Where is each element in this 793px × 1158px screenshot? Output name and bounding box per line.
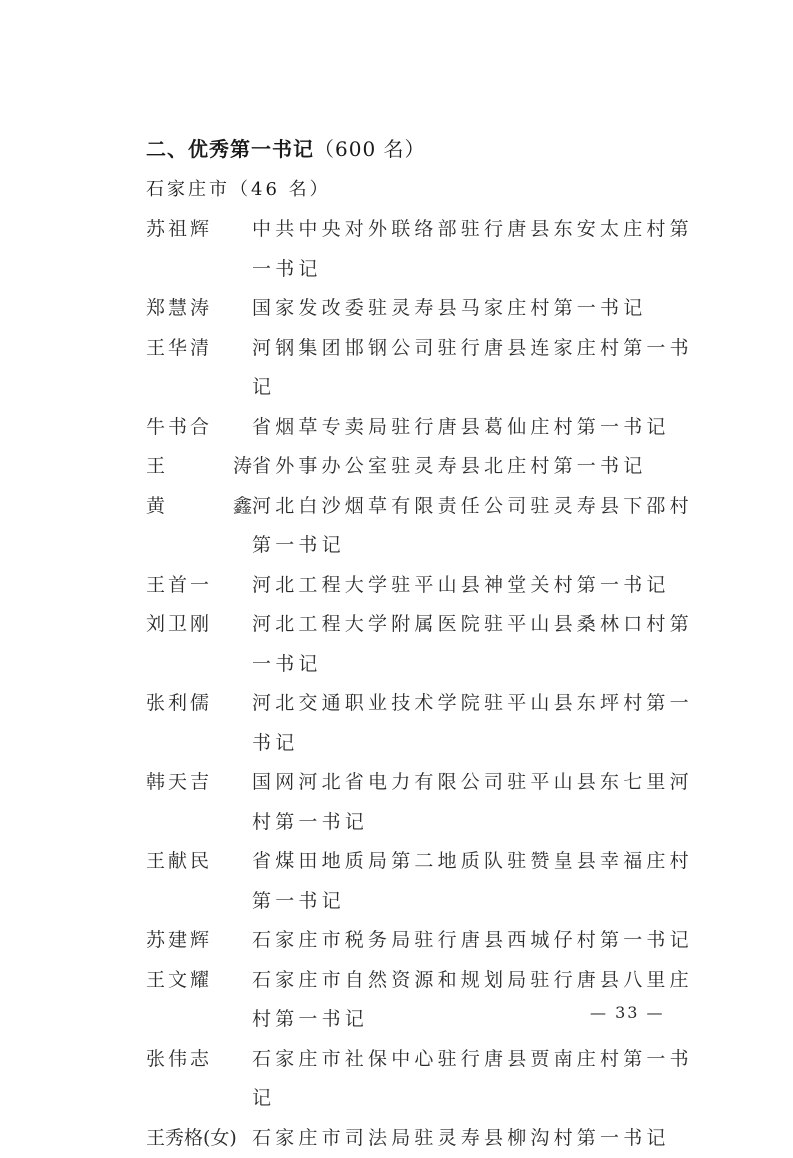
awardee-name [146,487,252,527]
awardee-name: 王文耀 [146,961,252,1001]
awardee-name-part: 涛 [233,447,252,487]
list-item [146,329,706,408]
list-item [146,961,706,1040]
awardee-name: 韩天吉 [146,763,252,803]
list-item [146,289,706,329]
awardee-name: 郑慧涛 [146,289,252,329]
awardee-position: 河钢集团邯钢公司驻行唐县连家庄村第一书记 [252,329,706,408]
awardee-name: 苏建辉 [146,921,252,961]
city-title: 石家庄市（46 名） [146,175,331,201]
list-item [146,1040,706,1119]
page-number: — 33 — [590,1003,665,1022]
awardee-name: 刘卫刚 [146,605,252,645]
awardee-name-part: 王 [146,447,165,487]
awardee-position: 省烟草专卖局驻行唐县葛仙庄村第一书记 [252,408,706,448]
awardee-name: 王秀格(女) [146,1119,252,1158]
list-item [146,210,706,289]
awardee-name: 王首一 [146,566,252,606]
awardee-name: 苏祖辉 [146,210,252,250]
awardee-position: 省外事办公室驻灵寿县北庄村第一书记 [252,447,706,487]
list-item [146,921,706,961]
awardee-name [146,447,252,487]
awardee-name: 牛书合 [146,408,252,448]
awardee-name-part: 黄 [146,487,165,527]
list-item [146,1119,706,1158]
awardee-position: 省煤田地质局第二地质队驻赞皇县幸福庄村第一书记 [252,842,706,921]
awardee-name: 张利儒 [146,684,252,724]
list-item [146,487,706,566]
awardee-name: 王献民 [146,842,252,882]
list-item [146,684,706,763]
list-item [146,605,706,684]
awardee-name: 王华清 [146,329,252,369]
awardee-position: 国家发改委驻灵寿县马家庄村第一书记 [252,289,706,329]
list-item [146,447,706,487]
awardee-position: 国网河北省电力有限公司驻平山县东七里河村第一书记 [252,763,706,842]
awardee-position: 河北工程大学附属医院驻平山县桑林口村第一书记 [252,605,706,684]
awardee-position: 石家庄市税务局驻行唐县西城仔村第一书记 [252,921,706,961]
list-item [146,842,706,921]
section-title [146,133,426,162]
awardee-position: 河北白沙烟草有限责任公司驻灵寿县下邵村第一书记 [252,487,706,566]
awardee-position: 河北交通职业技术学院驻平山县东坪村第一书记 [252,684,706,763]
awardee-position: 中共中央对外联络部驻行唐县东安太庄村第一书记 [252,210,706,289]
section-count: （600 名） [314,137,426,161]
awardee-name: 张伟志 [146,1040,252,1080]
awardee-name-part: 鑫 [233,487,252,527]
list-item [146,566,706,606]
awardee-position: 河北工程大学驻平山县神堂关村第一书记 [252,566,706,606]
awardee-position: 石家庄市司法局驻灵寿县柳沟村第一书记 [252,1119,706,1158]
section-title-text: 二、优秀第一书记 [146,137,314,161]
list-item [146,763,706,842]
awardee-position: 石家庄市自然资源和规划局驻行唐县八里庄村第一书记 [252,961,706,1040]
list-item [146,408,706,448]
awardee-position: 石家庄市社保中心驻行唐县贾南庄村第一书记 [252,1040,706,1119]
